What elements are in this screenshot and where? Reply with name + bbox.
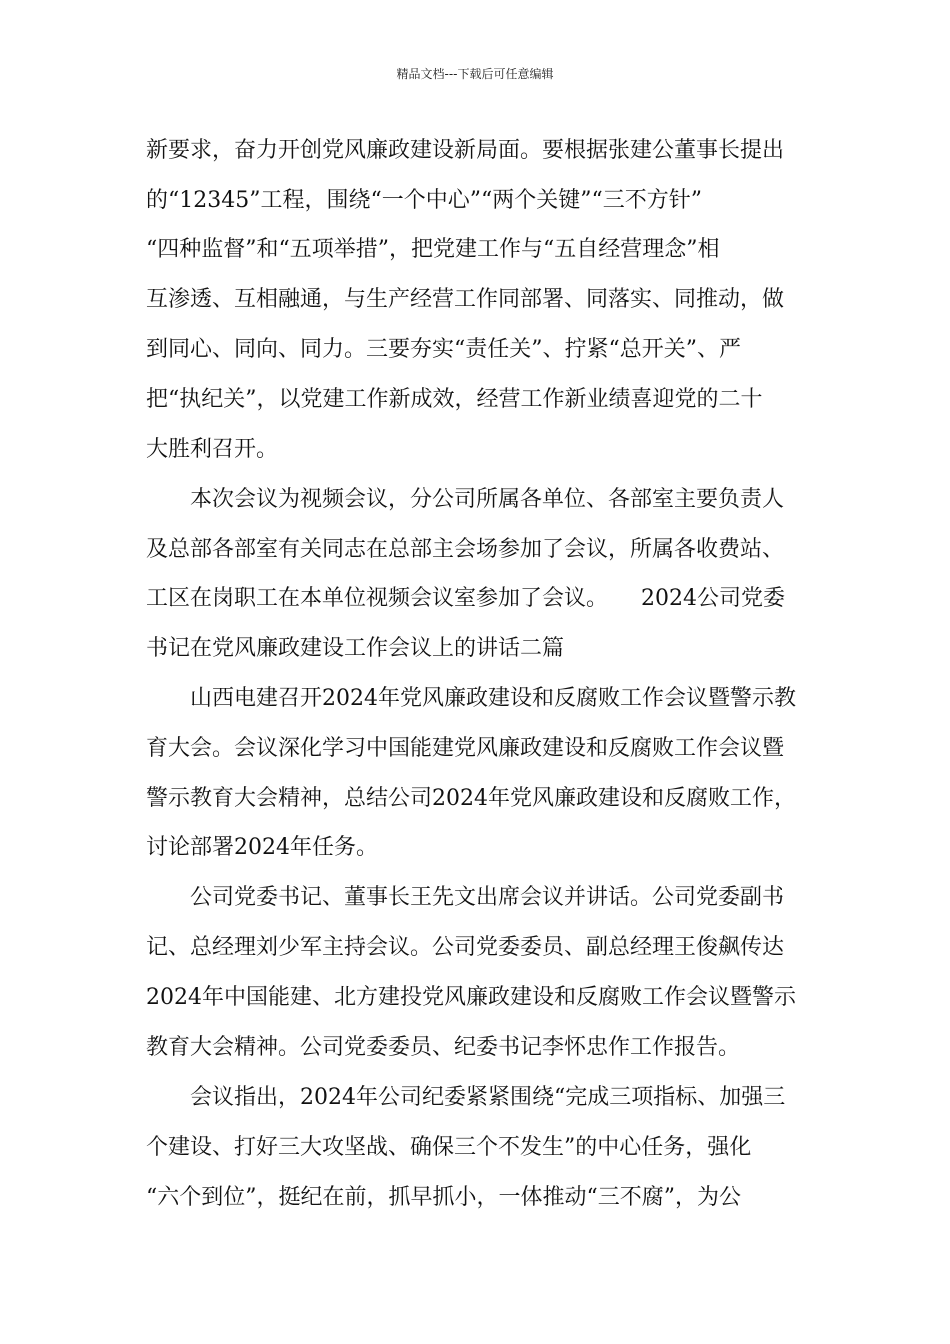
body-line-5: 到同心、同向、同力。三要夯实“责任关”、拧紧“总开关”、严 xyxy=(146,337,741,362)
body-line-9: 及总部各部室有关同志在总部主会场参加了会议，所属各收费站、 xyxy=(146,537,785,562)
body-line-19: 教育大会精神。公司党委委员、纪委书记李怀忠作工作报告。 xyxy=(146,1035,741,1060)
body-line-21: 个建设、打好三大攻坚战、确保三个不发生”的中心任务，强化 xyxy=(146,1135,752,1160)
body-line-15: 讨论部署2024年任务。 xyxy=(146,835,378,860)
body-line-16: 公司党委书记、董事长王先文出席会议并讲话。公司党委副书 xyxy=(190,885,785,910)
body-line-4: 互渗透、互相融通，与生产经营工作同部署、同落实、同推动，做 xyxy=(146,287,785,312)
body-line-7: 大胜利召开。 xyxy=(146,437,279,462)
body-line-3: “四种监督”和“五项举措”，把党建工作与“五自经营理念”相 xyxy=(146,237,720,262)
body-line-8: 本次会议为视频会议，分公司所属各单位、各部室主要负责人 xyxy=(190,487,785,512)
page-header: 精品文档---下载后可任意编辑 xyxy=(396,67,554,81)
body-line-20: 会议指出，2024年公司纪委紧紧围绕“完成三项指标、加强三 xyxy=(190,1085,786,1110)
body-line-6: 把“执纪关”，以党建工作新成效，经营工作新业绩喜迎党的二十 xyxy=(146,387,763,412)
body-line-10: 工区在岗职工在本单位视频会议室参加了会议。 2024公司党委 xyxy=(146,586,785,611)
body-line-17: 记、总经理刘少军主持会议。公司党委委员、副总经理王俊飙传达 xyxy=(146,935,785,960)
body-line-18: 2024年中国能建、北方建投党风廉政建设和反腐败工作会议暨警示 xyxy=(146,985,796,1010)
body-line-14: 警示教育大会精神，总结公司2024年党风廉政建设和反腐败工作， xyxy=(146,786,796,811)
body-line-13: 育大会。会议深化学习中国能建党风廉政建设和反腐败工作会议暨 xyxy=(146,736,785,761)
body-line-1: 新要求，奋力开创党风廉政建设新局面。要根据张建公董事长提出 xyxy=(146,138,785,163)
body-line-12: 山西电建召开2024年党风廉政建设和反腐败工作会议暨警示教 xyxy=(190,686,796,711)
body-line-11: 书记在党风廉政建设工作会议上的讲话二篇 xyxy=(146,636,565,661)
body-line-2: 的“12345”工程，围绕“一个中心”“两个关键”“三不方针” xyxy=(146,188,702,213)
body-line-22: “六个到位”，挺纪在前，抓早抓小，一体推动“三不腐”，为公 xyxy=(146,1185,741,1210)
